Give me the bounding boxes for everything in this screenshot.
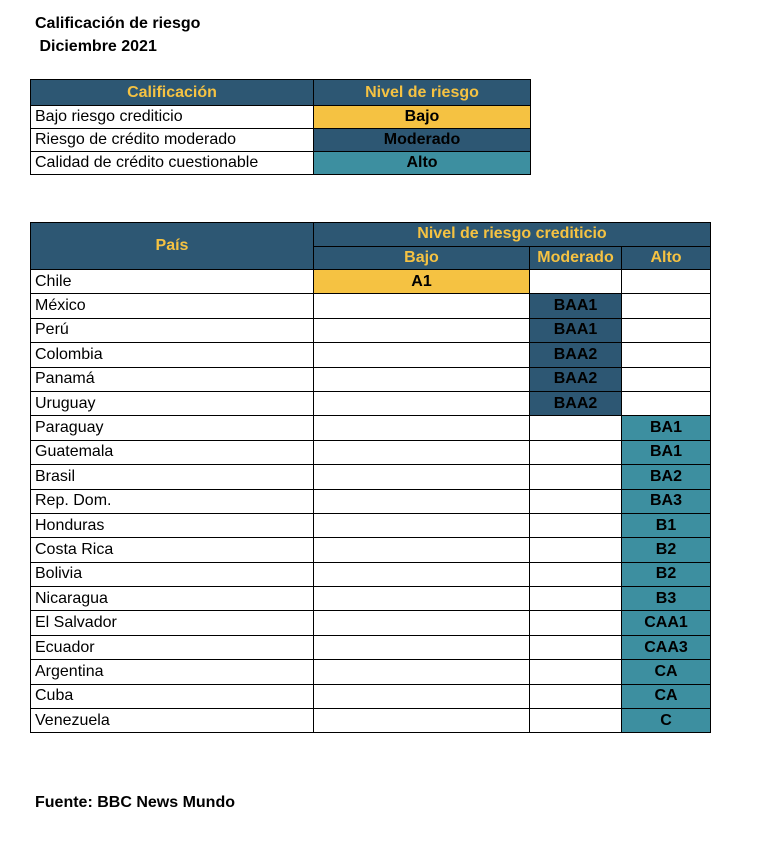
table-row bbox=[31, 684, 711, 708]
country-cell: Paraguay bbox=[31, 416, 314, 440]
rating-cell-moderado bbox=[530, 489, 622, 513]
rating-cell-moderado bbox=[530, 611, 622, 635]
table-row bbox=[31, 343, 711, 367]
source-note: Fuente: BBC News Mundo bbox=[35, 794, 235, 811]
rating-cell-alto: BA1 bbox=[622, 440, 711, 464]
rating-cell-alto: CA bbox=[622, 660, 711, 684]
table-row bbox=[31, 660, 711, 684]
table-row bbox=[31, 270, 711, 294]
legend-level-moderado: Moderado bbox=[314, 129, 531, 152]
table-row bbox=[31, 318, 711, 342]
country-cell: Bolivia bbox=[31, 562, 314, 586]
legend-level-alto: Alto bbox=[314, 152, 531, 175]
rating-cell-bajo bbox=[314, 513, 530, 537]
rating-cell-moderado bbox=[530, 513, 622, 537]
legend-row bbox=[31, 106, 531, 129]
header-risk-group: Nivel de riesgo crediticio bbox=[314, 223, 711, 247]
table-row bbox=[31, 465, 711, 489]
rating-cell-alto: B1 bbox=[622, 513, 711, 537]
risk-table bbox=[30, 222, 711, 733]
rating-cell-bajo bbox=[314, 465, 530, 489]
rating-cell-moderado: BAA1 bbox=[530, 294, 622, 318]
header-country: País bbox=[31, 223, 314, 270]
rating-cell-alto bbox=[622, 343, 711, 367]
legend-table bbox=[30, 79, 531, 175]
rating-cell-bajo bbox=[314, 440, 530, 464]
risk-table-body bbox=[31, 270, 711, 733]
legend-label: Riesgo de crédito moderado bbox=[31, 129, 314, 152]
rating-cell-moderado bbox=[530, 465, 622, 489]
rating-cell-moderado bbox=[530, 270, 622, 294]
rating-cell-moderado: BAA2 bbox=[530, 343, 622, 367]
rating-cell-moderado: BAA1 bbox=[530, 318, 622, 342]
country-cell: Perú bbox=[31, 318, 314, 342]
rating-cell-alto: C bbox=[622, 709, 711, 733]
title-line-1: Calificación de riesgo bbox=[35, 15, 201, 32]
table-row bbox=[31, 440, 711, 464]
legend-label: Bajo riesgo crediticio bbox=[31, 106, 314, 129]
country-cell: México bbox=[31, 294, 314, 318]
table-row bbox=[31, 513, 711, 537]
rating-cell-alto bbox=[622, 318, 711, 342]
rating-cell-moderado: BAA2 bbox=[530, 391, 622, 415]
legend-label: Calidad de crédito cuestionable bbox=[31, 152, 314, 175]
rating-cell-moderado bbox=[530, 416, 622, 440]
title-line-2: Diciembre 2021 bbox=[35, 38, 157, 55]
rating-cell-alto: B3 bbox=[622, 587, 711, 611]
risk-header-row bbox=[31, 223, 711, 247]
legend-header-rating: Calificación bbox=[31, 80, 314, 106]
rating-cell-alto: CAA3 bbox=[622, 635, 711, 659]
table-row bbox=[31, 416, 711, 440]
rating-cell-alto: BA3 bbox=[622, 489, 711, 513]
rating-cell-alto: CAA1 bbox=[622, 611, 711, 635]
rating-cell-moderado bbox=[530, 440, 622, 464]
rating-cell-bajo bbox=[314, 416, 530, 440]
rating-cell-alto bbox=[622, 391, 711, 415]
country-cell: Chile bbox=[31, 270, 314, 294]
table-row bbox=[31, 489, 711, 513]
country-cell: Costa Rica bbox=[31, 538, 314, 562]
rating-cell-moderado bbox=[530, 562, 622, 586]
rating-cell-bajo bbox=[314, 684, 530, 708]
document-title bbox=[35, 12, 200, 58]
header-alto: Alto bbox=[622, 246, 711, 270]
rating-cell-alto bbox=[622, 294, 711, 318]
rating-cell-alto: BA1 bbox=[622, 416, 711, 440]
table-row bbox=[31, 367, 711, 391]
country-cell: Rep. Dom. bbox=[31, 489, 314, 513]
country-cell: Nicaragua bbox=[31, 587, 314, 611]
rating-cell-moderado bbox=[530, 709, 622, 733]
legend-level-bajo: Bajo bbox=[314, 106, 531, 129]
rating-cell-bajo bbox=[314, 391, 530, 415]
rating-cell-moderado bbox=[530, 684, 622, 708]
legend-row bbox=[31, 129, 531, 152]
rating-cell-alto: CA bbox=[622, 684, 711, 708]
country-cell: Cuba bbox=[31, 684, 314, 708]
table-row bbox=[31, 709, 711, 733]
rating-cell-alto: B2 bbox=[622, 538, 711, 562]
country-cell: El Salvador bbox=[31, 611, 314, 635]
rating-cell-alto: B2 bbox=[622, 562, 711, 586]
country-cell: Uruguay bbox=[31, 391, 314, 415]
header-moderado: Moderado bbox=[530, 246, 622, 270]
country-cell: Argentina bbox=[31, 660, 314, 684]
legend-row bbox=[31, 152, 531, 175]
rating-cell-bajo bbox=[314, 489, 530, 513]
rating-cell-moderado bbox=[530, 635, 622, 659]
rating-cell-bajo bbox=[314, 343, 530, 367]
table-row bbox=[31, 294, 711, 318]
rating-cell-bajo bbox=[314, 538, 530, 562]
table-row bbox=[31, 562, 711, 586]
rating-cell-bajo bbox=[314, 709, 530, 733]
rating-cell-alto: BA2 bbox=[622, 465, 711, 489]
rating-cell-alto bbox=[622, 367, 711, 391]
legend-header-level: Nivel de riesgo bbox=[314, 80, 531, 106]
country-cell: Guatemala bbox=[31, 440, 314, 464]
rating-cell-bajo bbox=[314, 635, 530, 659]
rating-cell-bajo bbox=[314, 294, 530, 318]
rating-cell-bajo bbox=[314, 611, 530, 635]
country-cell: Venezuela bbox=[31, 709, 314, 733]
legend-header-row bbox=[31, 80, 531, 106]
rating-cell-bajo bbox=[314, 318, 530, 342]
rating-cell-bajo: A1 bbox=[314, 270, 530, 294]
rating-cell-moderado bbox=[530, 660, 622, 684]
rating-cell-moderado bbox=[530, 587, 622, 611]
rating-cell-bajo bbox=[314, 562, 530, 586]
table-row bbox=[31, 587, 711, 611]
table-row bbox=[31, 635, 711, 659]
table-row bbox=[31, 391, 711, 415]
table-row bbox=[31, 611, 711, 635]
rating-cell-bajo bbox=[314, 660, 530, 684]
rating-cell-bajo bbox=[314, 367, 530, 391]
country-cell: Colombia bbox=[31, 343, 314, 367]
country-cell: Honduras bbox=[31, 513, 314, 537]
country-cell: Panamá bbox=[31, 367, 314, 391]
table-row bbox=[31, 538, 711, 562]
rating-cell-bajo bbox=[314, 587, 530, 611]
rating-cell-moderado: BAA2 bbox=[530, 367, 622, 391]
rating-cell-moderado bbox=[530, 538, 622, 562]
header-bajo: Bajo bbox=[314, 246, 530, 270]
country-cell: Ecuador bbox=[31, 635, 314, 659]
country-cell: Brasil bbox=[31, 465, 314, 489]
rating-cell-alto bbox=[622, 270, 711, 294]
